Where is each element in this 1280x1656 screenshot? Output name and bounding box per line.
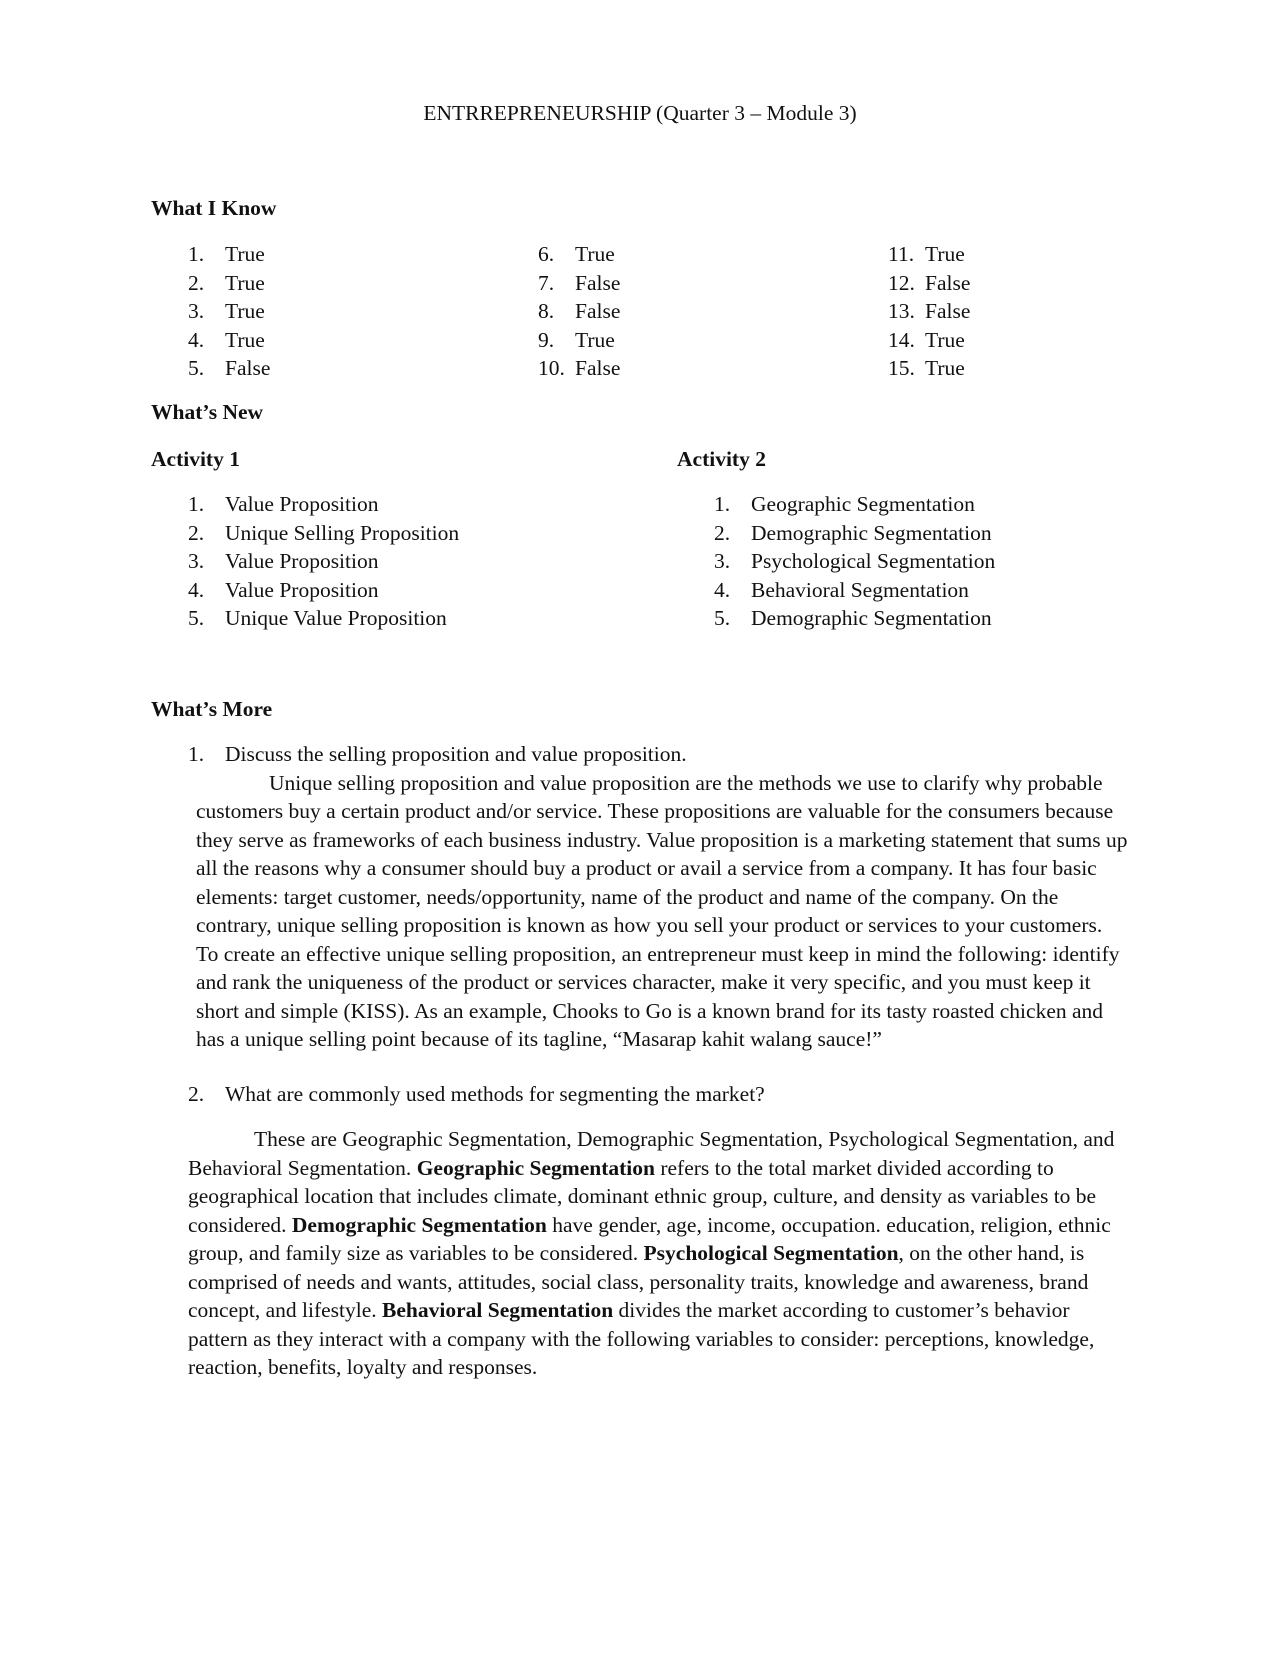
item-answer: Psychological Segmentation	[751, 549, 996, 573]
question-1-answer: Unique selling proposition and value proposition are the methods we use to clarify why probable customers buy a certain product and/or service. These propositions are valuable for the consumers because they serve as frameworks of each business industry. Value proposition is a marketing statement that sums up all the reasons why a consumer should buy a product or avail a service from a company. It has four basic elements: target customer, needs/opportunity, name of the product and name of the company. On the contrary, unique selling proposition is known as how you sell your product or services to your customers. To create an effective unique selling proposition, an entrepreneur must keep in mind the following: identify and rank the uniqueness of the product or services character, make it very specific, and you must keep it short and simple (KISS). As an example, Chooks to Go is a known brand for its tasty roasted chicken and has a unique selling point because of its tagline, “Masarap kahit walang sauce!”	[196, 770, 1128, 1051]
list-item	[538, 269, 868, 298]
document-title: ENTRREPRENEURSHIP (Quarter 3 – Module 3)	[423, 101, 857, 125]
item-answer: Value Proposition	[225, 577, 379, 602]
item-answer: Value Proposition	[225, 549, 379, 573]
heading-what-i-know: What I Know	[151, 196, 277, 220]
item-number: 2.	[188, 270, 205, 295]
item-answer: True	[575, 327, 615, 352]
item-number: 14.	[888, 327, 915, 352]
list-item	[188, 297, 518, 326]
item-number: 12.	[888, 270, 915, 295]
question-1-text: Discuss the selling proposition and value proposition.	[225, 742, 687, 766]
question-1-number: 1.	[188, 742, 205, 766]
text-segment: have gender, age, income, occupation. education, religion, ethnic group, and family size as variables to be considered.	[188, 1212, 1111, 1265]
list-item	[188, 490, 518, 519]
item-number: 2.	[714, 520, 731, 545]
list-item	[714, 576, 1044, 605]
heading-whats-new: What’s New	[151, 400, 264, 424]
item-number: 7.	[538, 270, 555, 295]
heading-whats-more: What’s More	[151, 697, 273, 721]
item-number: 5.	[714, 606, 731, 630]
item-answer: Geographic Segmentation	[751, 492, 975, 516]
item-answer: True	[925, 242, 965, 266]
item-number: 3.	[188, 299, 205, 323]
item-number: 11.	[888, 242, 915, 266]
item-answer: False	[925, 299, 971, 323]
bold-term: Psychological Segmentation	[643, 1241, 899, 1265]
list-item	[888, 297, 1218, 326]
item-number: 1.	[188, 492, 205, 516]
bold-term: Behavioral Segmentation	[382, 1298, 614, 1322]
list-item	[188, 269, 518, 298]
item-answer: True	[925, 356, 965, 380]
item-number: 13.	[888, 299, 915, 323]
list-item	[188, 519, 518, 548]
answer-column-1	[188, 240, 518, 383]
heading-activity-2: Activity 2	[677, 447, 766, 471]
item-number: 5.	[188, 606, 205, 630]
item-number: 4.	[188, 327, 205, 352]
item-number: 5.	[188, 356, 205, 380]
question-2-text: What are commonly used methods for segmenting the market?	[225, 1081, 765, 1106]
item-answer: Demographic Segmentation	[751, 606, 992, 630]
item-number: 2.	[188, 520, 205, 545]
list-item	[538, 326, 868, 355]
list-item	[538, 240, 868, 269]
list-item	[188, 604, 518, 633]
text-segment: divides the market according to customer’s behavior pattern as they interact with a company with the following variables to consider: perceptions, knowledge, reaction, benefits, loyalty and responses.	[188, 1298, 1095, 1379]
item-answer: Unique Selling Proposition	[225, 520, 460, 545]
item-number: 1.	[188, 242, 205, 266]
item-number: 8.	[538, 299, 555, 323]
item-answer: Behavioral Segmentation	[751, 577, 969, 602]
list-item	[888, 240, 1218, 269]
question-2	[188, 1080, 1128, 1109]
question-2-answer	[188, 1125, 1128, 1382]
item-answer: True	[225, 242, 265, 266]
list-item	[714, 519, 1044, 548]
list-item	[888, 354, 1218, 383]
text-segment: refers to the total market divided according to geographical location that includes climate, dominant ethnic group, culture, and density as variables to be considered.	[188, 1155, 1097, 1237]
item-number: 15.	[888, 356, 915, 380]
list-item	[188, 240, 518, 269]
item-number: 9.	[538, 327, 555, 352]
item-answer: True	[575, 242, 615, 266]
list-item	[188, 354, 518, 383]
item-answer: True	[225, 299, 265, 323]
list-item	[188, 547, 518, 576]
list-item	[188, 326, 518, 355]
list-item	[888, 326, 1218, 355]
question-1	[188, 740, 1128, 769]
text-segment: , on the other hand, is comprised of needs and wants, attitudes, social class, personality traits, knowledge and awareness, brand concept, and lifestyle.	[188, 1241, 1089, 1322]
list-item	[714, 547, 1044, 576]
item-answer: False	[575, 270, 621, 295]
item-answer: False	[575, 356, 621, 380]
heading-activity-1: Activity 1	[151, 447, 240, 471]
list-item	[538, 354, 868, 383]
item-answer: Unique Value Proposition	[225, 606, 447, 630]
activity-1-list	[188, 490, 518, 633]
answer-column-3	[888, 240, 1218, 383]
item-number: 1.	[714, 492, 731, 516]
item-answer: False	[925, 270, 971, 295]
answer-column-2	[538, 240, 868, 383]
bold-term: Demographic Segmentation	[291, 1212, 547, 1237]
list-item	[538, 297, 868, 326]
item-answer: False	[575, 299, 621, 323]
item-number: 6.	[538, 242, 555, 266]
list-item	[714, 490, 1044, 519]
item-number: 3.	[188, 549, 205, 573]
item-number: 3.	[714, 549, 731, 573]
item-answer: Value Proposition	[225, 492, 379, 516]
list-item	[714, 604, 1044, 633]
list-item	[888, 269, 1218, 298]
text-segment: These are Geographic Segmentation, Demographic Segmentation, Psychological Segmentation, and Behavioral Segmentation.	[188, 1127, 1115, 1180]
item-answer: True	[925, 327, 965, 352]
activity-2-list	[714, 490, 1044, 633]
bold-term: Geographic Segmentation	[416, 1155, 655, 1180]
item-number: 4.	[714, 577, 731, 602]
whats-more-section	[188, 740, 1128, 1382]
list-item	[188, 576, 518, 605]
item-answer: True	[225, 270, 265, 295]
item-number: 4.	[188, 577, 205, 602]
item-answer: True	[225, 327, 265, 352]
question-2-number: 2.	[188, 1081, 205, 1106]
item-number: 10.	[538, 356, 565, 380]
item-answer: False	[225, 356, 271, 380]
item-answer: Demographic Segmentation	[751, 520, 992, 545]
